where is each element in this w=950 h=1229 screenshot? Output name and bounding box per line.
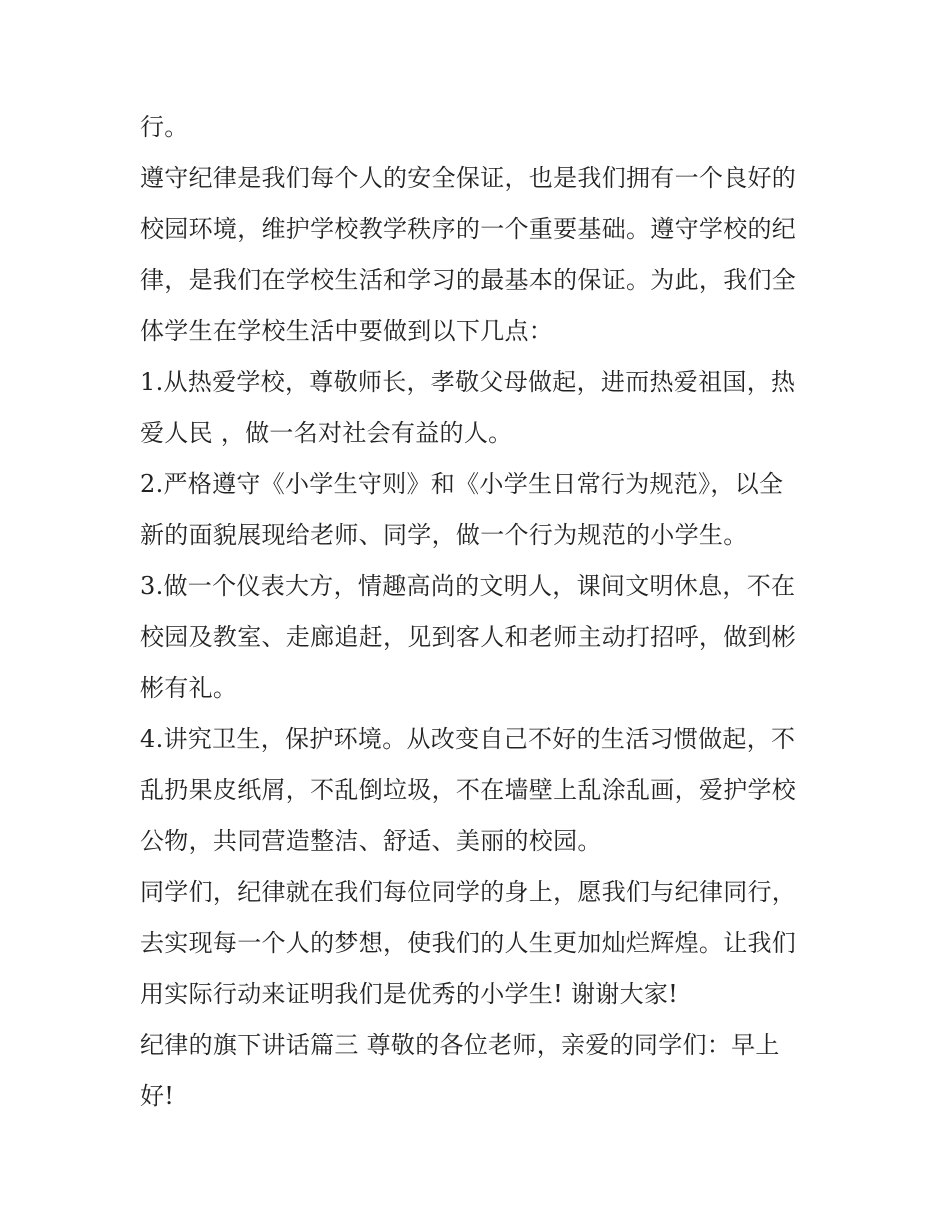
list-item-3-line: 3.做一个仪表大方，情趣高尚的文明人，课间文明休息，不在	[140, 572, 796, 600]
list-item-3-line: 彬有礼。	[140, 674, 238, 702]
text-line: 校园环境，维护学校教学秩序的一个重要基础。遵守学校的纪	[140, 215, 797, 243]
list-item-4-line: 乱扔果皮纸屑，不乱倒垃圾，不在墙壁上乱涂乱画，爱护学校	[140, 776, 797, 804]
list-item-2-line: 新的面貌展现给老师、同学，做一个行为规范的小学生。	[140, 521, 748, 549]
text-line: 体学生在学校生活中要做到以下几点：	[140, 317, 554, 345]
document-body	[140, 102, 820, 1122]
list-item-3-line: 校园及教室、走廊追赶，见到客人和老师主动打招呼，做到彬	[140, 623, 797, 651]
list-item-4-line: 4.讲究卫生，保护环境。从改变自己不好的生活习惯做起，不	[140, 725, 796, 753]
text-line: 律，是我们在学校生活和学习的最基本的保证。为此，我们全	[140, 266, 797, 294]
list-item-1-line: 1.从热爱学校，尊敬师长，孝敬父母做起，进而热爱祖国，热	[140, 368, 796, 396]
text-line: 去实现每一个人的梦想，使我们的人生更加灿烂辉煌。让我们	[140, 929, 797, 957]
list-item-4-line: 公物，共同营造整洁、舒适、美丽的校园。	[140, 827, 602, 855]
section-title-line: 纪律的旗下讲话篇三 尊敬的各位老师，亲爱的同学们：早上	[140, 1031, 780, 1059]
list-item-1-line: 爱人民 ，做一名对社会有益的人。	[140, 419, 513, 447]
text-line: 遵守纪律是我们每个人的安全保证，也是我们拥有一个良好的	[140, 164, 797, 192]
text-line: 好!	[140, 1082, 175, 1110]
text-line: 行。	[140, 113, 189, 141]
text-line: 用实际行动来证明我们是优秀的小学生! 谢谢大家!	[140, 980, 679, 1008]
list-item-2-line: 2.严格遵守《小学生守则》和《小学生日常行为规范》，以全	[140, 470, 784, 498]
text-line: 同学们，纪律就在我们每位同学的身上，愿我们与纪律同行，	[140, 878, 797, 906]
